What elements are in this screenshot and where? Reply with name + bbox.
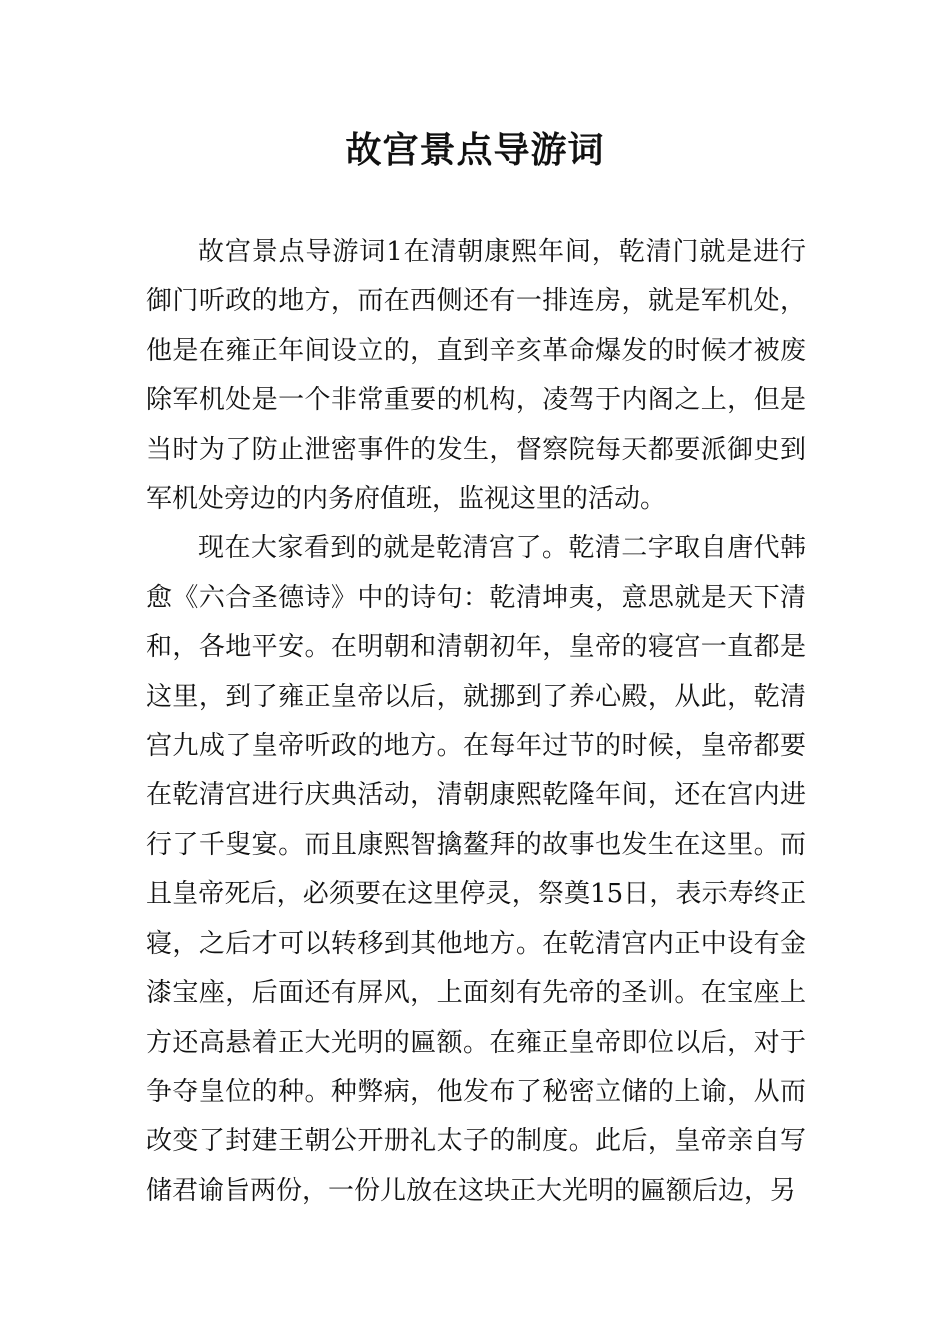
document-body [146, 228, 806, 1216]
document-title: 故宫景点导游词 [345, 129, 605, 171]
paragraph-1: 故宫景点导游词1在清朝康熙年间，乾清门就是进行御门听政的地方，而在西侧还有一排连房，就是军机处，他是在雍正年间设立的，直到辛亥革命爆发的时候才被废除军机处是一个非常重要的机构，凌驾于内阁之上，但是当时为了防止泄密事件的发生，督察院每天都要派御史到军机处旁边的内务府值班，监视这里的活动。 [146, 237, 806, 515]
paragraph-2: 现在大家看到的就是乾清宫了。乾清二字取自唐代韩愈《六合圣德诗》中的诗句：乾清坤夷，意思就是天下清和，各地平安。在明朝和清朝初年，皇帝的寝宫一直都是这里，到了雍正皇帝以后，就挪到了养心殿，从此，乾清宫九成了皇帝听政的地方。在每年过节的时候，皇帝都要在乾清宫进行庆典活动，清朝康熙乾隆年间，还在宫内进行了千叟宴。而且康熙智擒鳌拜的故事也发生在这里。而且皇帝死后，必须要在这里停灵，祭奠15日，表示寿终正寝，之后才可以转移到其他地方。在乾清宫内正中设有金漆宝座，后面还有屏风，上面刻有先帝的圣训。在宝座上方还高悬着正大光明的匾额。在雍正皇帝即位以后，对于争夺皇位的种。种弊病，他发布了秘密立储的上谕，从而改变了封建王朝公开册礼太子的制度。此后，皇帝亲自写储君谕旨两份，一份儿放在这块正大光明的匾额后边，另 [146, 533, 806, 1206]
